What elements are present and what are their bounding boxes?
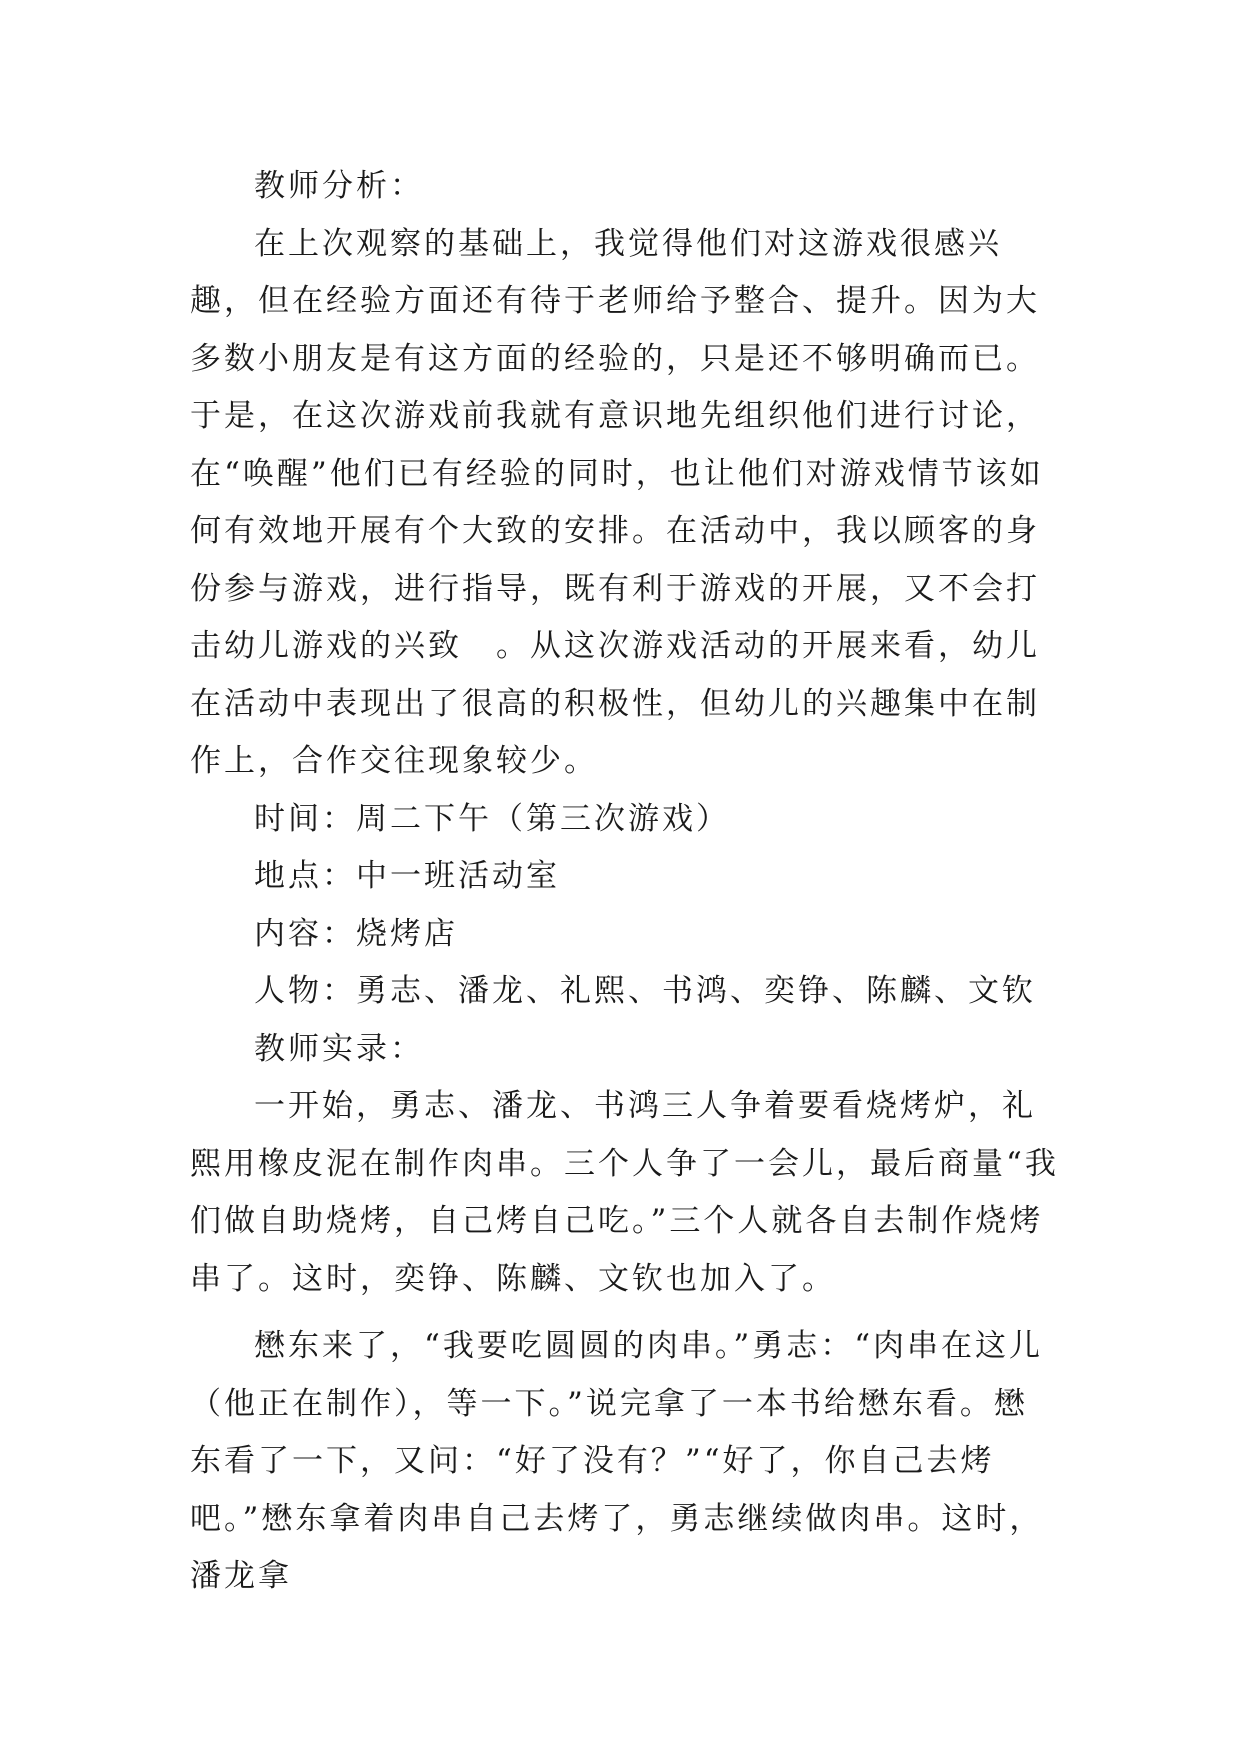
paragraph-record-2: 懋东来了，“我要吃圆圆的肉串。”勇志：“肉串在这儿（他正在制作），等一下。”说完拿了一本书给懋东看。懋东看了一下，又问：“好了没有？”“好了，你自己去烤吧。”懋东拿着肉串自己去烤了，勇志继续做肉串。这时，潘龙拿 xyxy=(190,1328,1044,1594)
heading-teacher-record: 教师实录： xyxy=(254,1030,424,1067)
info-characters: 人物：勇志、潘龙、礼熙、书鸿、奕铮、陈麟、文钦 xyxy=(254,973,1036,1009)
paragraph-analysis: 在上次观察的基础上，我觉得他们对这游戏很感兴趣，但在经验方面还有待于老师给予整合、提升。因为大多数小朋友是有这方面的经验的，只是还不够明确而已。于是，在这次游戏前我就有意识地先组织他们进行讨论，在“唤醒”他们已有经验的同时，也让他们对游戏情节该如何有效地开展有个大致的安排。在活动中，我以顾客的身份参与游戏，进行指导，既有利于游戏的开展，又不会打击幼儿游戏的兴致 。从这次游戏活动的开展来看，幼儿在活动中表现出了很高的积极性，但幼儿的兴趣集中在制作上，合作交往现象较少。 xyxy=(190,225,1044,779)
info-location: 地点：中一班活动室 xyxy=(254,858,560,894)
document-body xyxy=(190,158,1060,1606)
info-time: 时间：周二下午（第三次游戏） xyxy=(254,800,730,837)
paragraph-record-1: 一开始，勇志、潘龙、书鸿三人争着要看烧烤炉，礼熙用橡皮泥在制作肉串。三个人争了一会儿，最后商量“我们做自助烧烤，自己烤自己吃。”三个人就各自去制作烧烤串了。这时，奕铮、陈麟、文钦也加入了。 xyxy=(190,1088,1059,1297)
heading-teacher-analysis: 教师分析： xyxy=(254,168,424,204)
info-content: 内容：烧烤店 xyxy=(254,915,458,952)
